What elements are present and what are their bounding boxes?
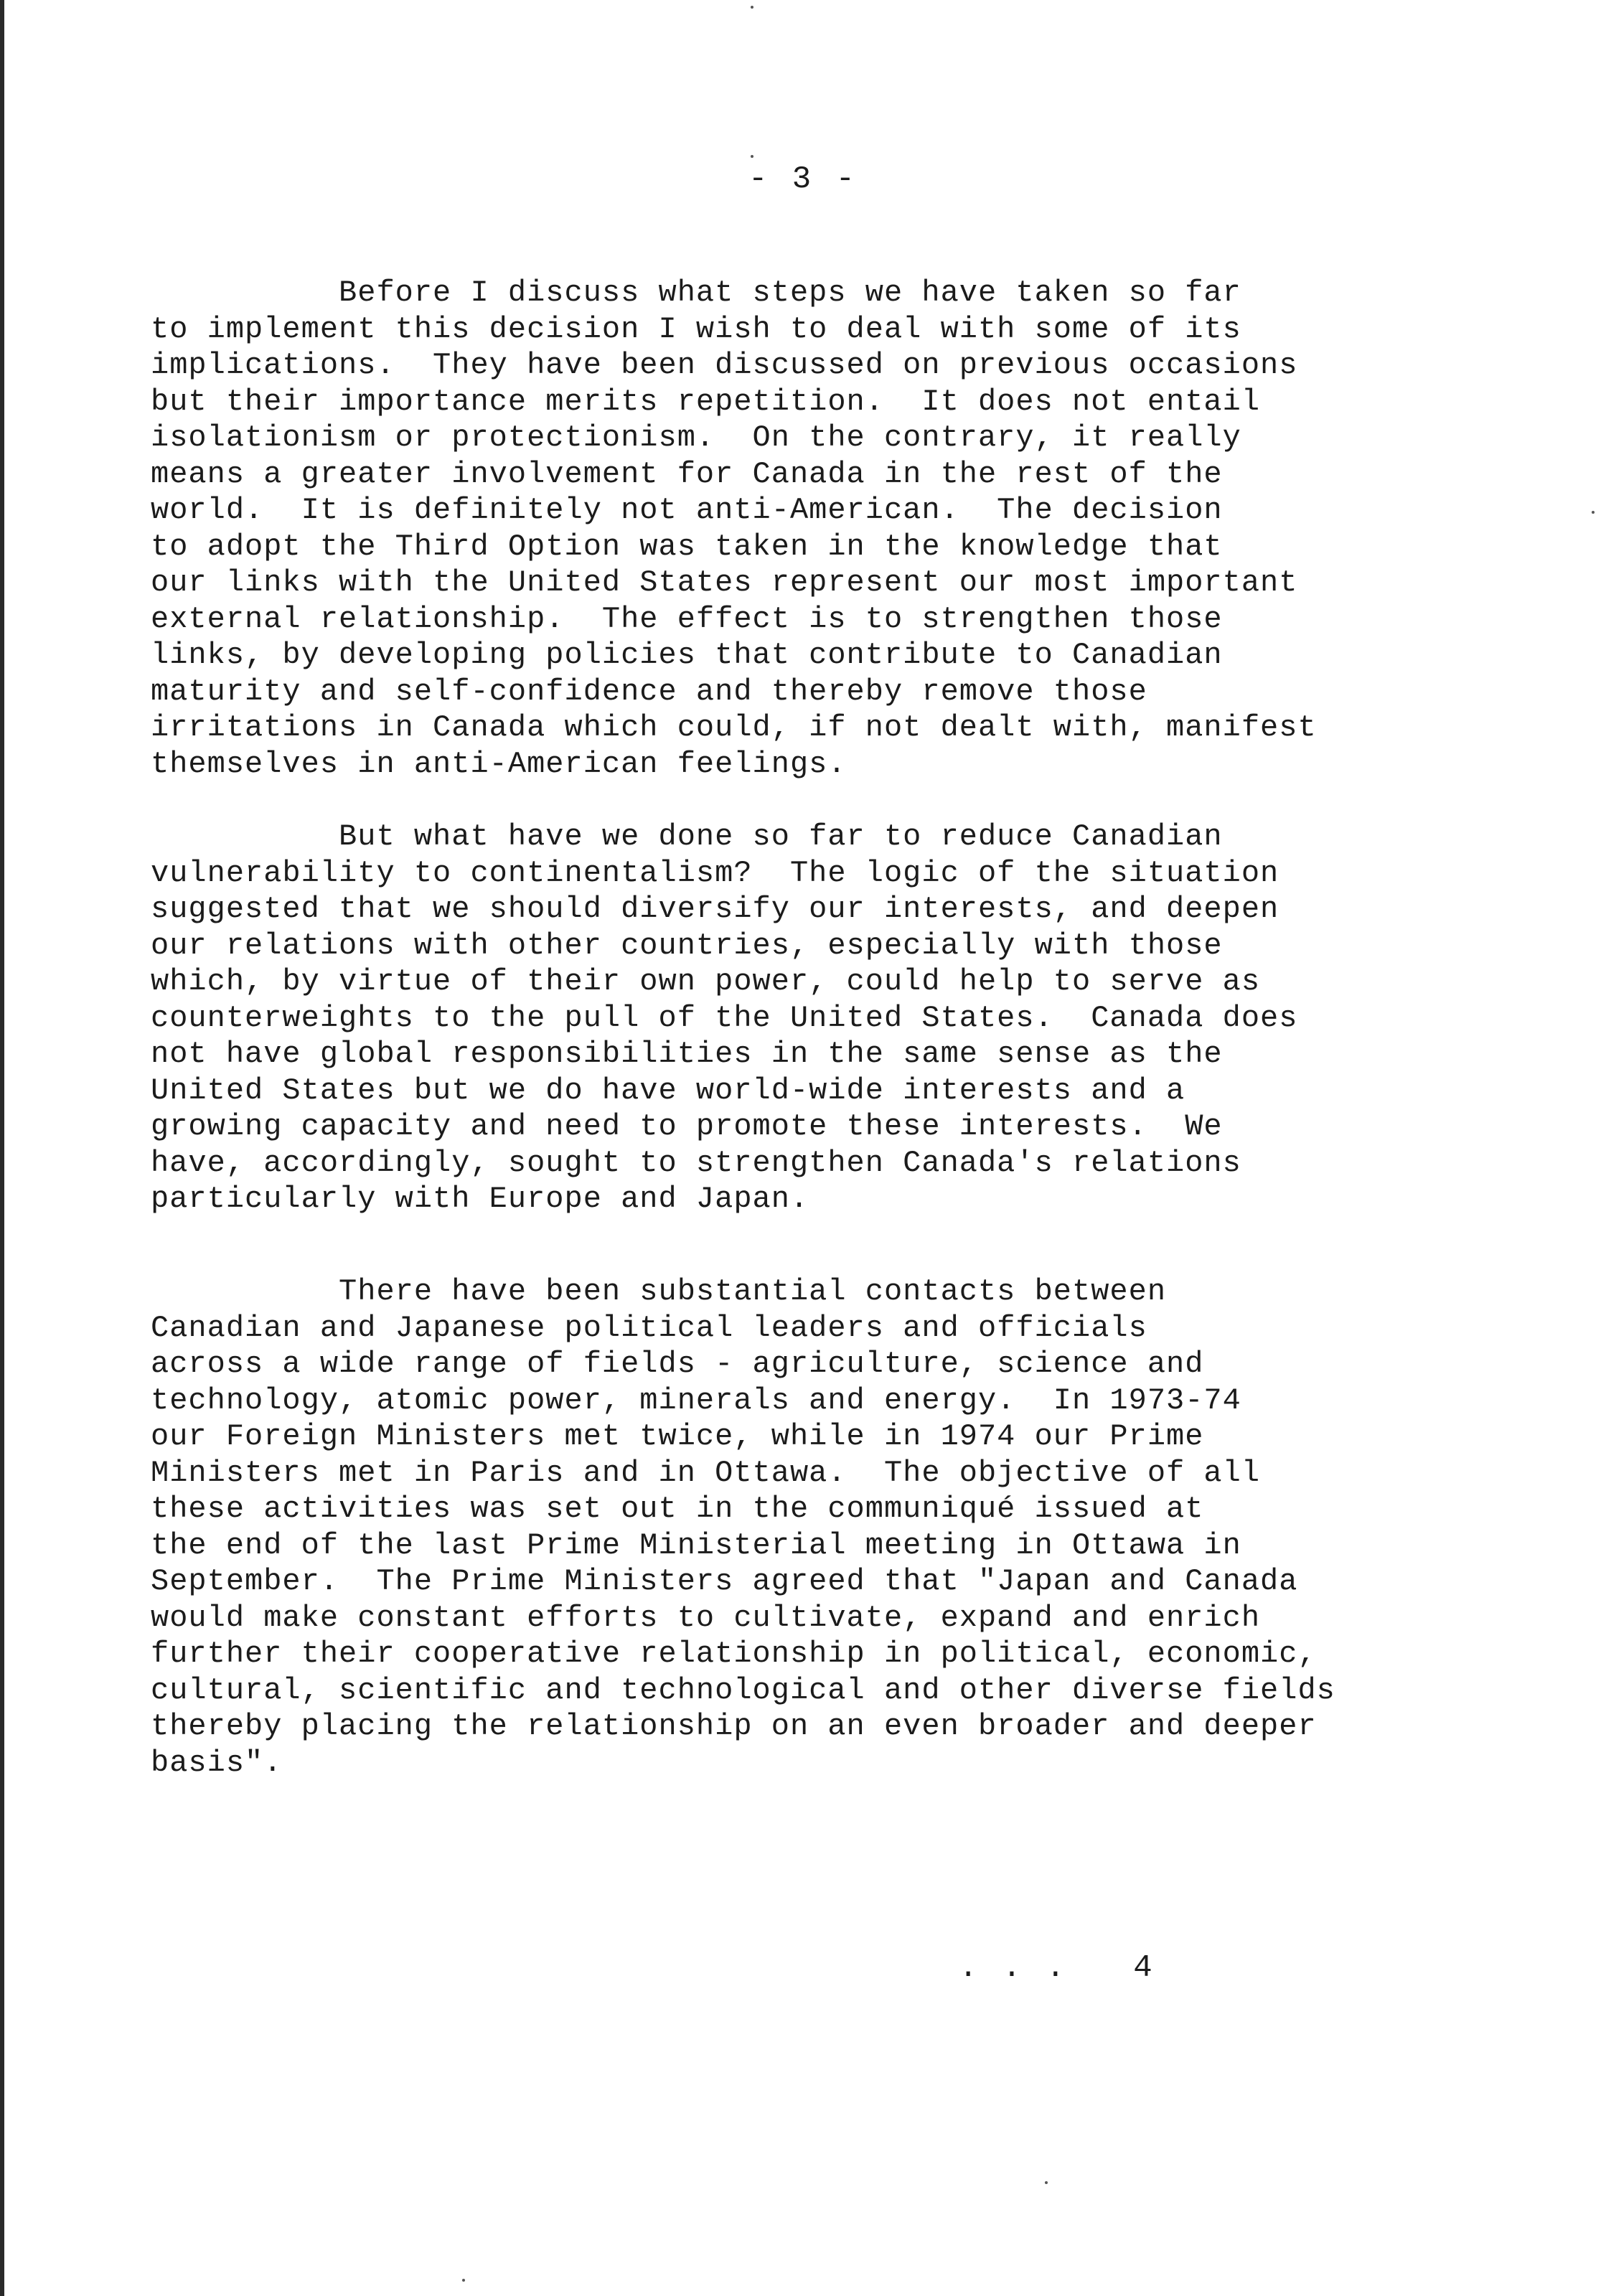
paragraph-3 xyxy=(151,1274,1586,1781)
scan-speck xyxy=(751,6,753,9)
scan-speck xyxy=(1592,511,1595,514)
text-line: counterweights to the pull of the United States. Canada does xyxy=(151,1000,1298,1035)
text-line: would make constant efforts to cultivate, expand and enrich xyxy=(151,1600,1261,1635)
text-line: maturity and self-confidence and thereby remove those xyxy=(151,674,1147,709)
text-line: further their cooperative relationship in political, economic, xyxy=(151,1637,1317,1671)
text-line: to implement this decision I wish to deal with some of its xyxy=(151,311,1241,347)
text-line: But what have we done so far to reduce Canadian xyxy=(151,819,1223,854)
text-line: Ministers met in Paris and in Ottawa. The objective of all xyxy=(151,1455,1261,1490)
page-left-edge xyxy=(0,0,4,2296)
scan-speck xyxy=(751,155,753,158)
text-line: irritations in Canada which could, if not dealt with, manifest xyxy=(151,710,1317,745)
text-line: thereby placing the relationship on an even broader and deeper xyxy=(151,1709,1317,1744)
text-line: world. It is definitely not anti-American. The decision xyxy=(151,493,1223,527)
text-line: our Foreign Ministers met twice, while in 1974 our Prime xyxy=(151,1419,1204,1454)
text-line: the end of the last Prime Ministerial meeting in Ottawa in xyxy=(151,1528,1241,1563)
text-line: There have been substantial contacts between xyxy=(151,1274,1167,1309)
paragraph-2 xyxy=(151,819,1586,1218)
text-line: Before I discuss what steps we have taken so far xyxy=(151,276,1241,310)
text-line: September. The Prime Ministers agreed that "Japan and Canada xyxy=(151,1564,1298,1599)
paragraph-1 xyxy=(151,275,1586,782)
text-line: cultural, scientific and technological and other diverse fields xyxy=(151,1672,1335,1708)
text-line: themselves in anti-American feelings. xyxy=(151,746,847,781)
text-line: vulnerability to continentalism? The logic of the situation xyxy=(151,855,1279,890)
text-line: not have global responsibilities in the same sense as the xyxy=(151,1037,1223,1071)
text-line: basis". xyxy=(151,1745,283,1780)
text-line: particularly with Europe and Japan. xyxy=(151,1182,809,1216)
text-line: but their importance merits repetition. It does not entail xyxy=(151,384,1261,419)
text-line: these activities was set out in the communiqué issued at xyxy=(151,1492,1204,1526)
text-line: which, by virtue of their own power, could help to serve as xyxy=(151,964,1261,999)
text-line: implications. They have been discussed on previous occasions xyxy=(151,348,1298,382)
text-line: technology, atomic power, minerals and energy. In 1973-74 xyxy=(151,1383,1241,1418)
text-line: have, accordingly, sought to strengthen Canada's relations xyxy=(151,1145,1241,1180)
page-number: - 3 - xyxy=(748,161,858,197)
text-line: links, by developing policies that contribute to Canadian xyxy=(151,638,1223,672)
text-line: our relations with other countries, especially with those xyxy=(151,928,1223,963)
text-line: growing capacity and need to promote these interests. We xyxy=(151,1109,1223,1144)
text-line: means a greater involvement for Canada in the rest of the xyxy=(151,456,1223,491)
text-line: Canadian and Japanese political leaders and officials xyxy=(151,1310,1147,1345)
text-line: suggested that we should diversify our interests, and deepen xyxy=(151,892,1279,926)
text-line: across a wide range of fields - agriculture, science and xyxy=(151,1347,1204,1381)
scan-speck xyxy=(1045,2181,1048,2184)
text-line: external relationship. The effect is to strengthen those xyxy=(151,601,1223,636)
text-line: isolationism or protectionism. On the contrary, it really xyxy=(151,420,1241,455)
text-line: United States but we do have world-wide interests and a xyxy=(151,1073,1185,1108)
text-line: our links with the United States represent our most important xyxy=(151,565,1298,600)
scan-speck xyxy=(462,2279,465,2282)
continuation-marker: . . . 4 xyxy=(959,1950,1155,1986)
text-line: to adopt the Third Option was taken in the knowledge that xyxy=(151,529,1223,564)
